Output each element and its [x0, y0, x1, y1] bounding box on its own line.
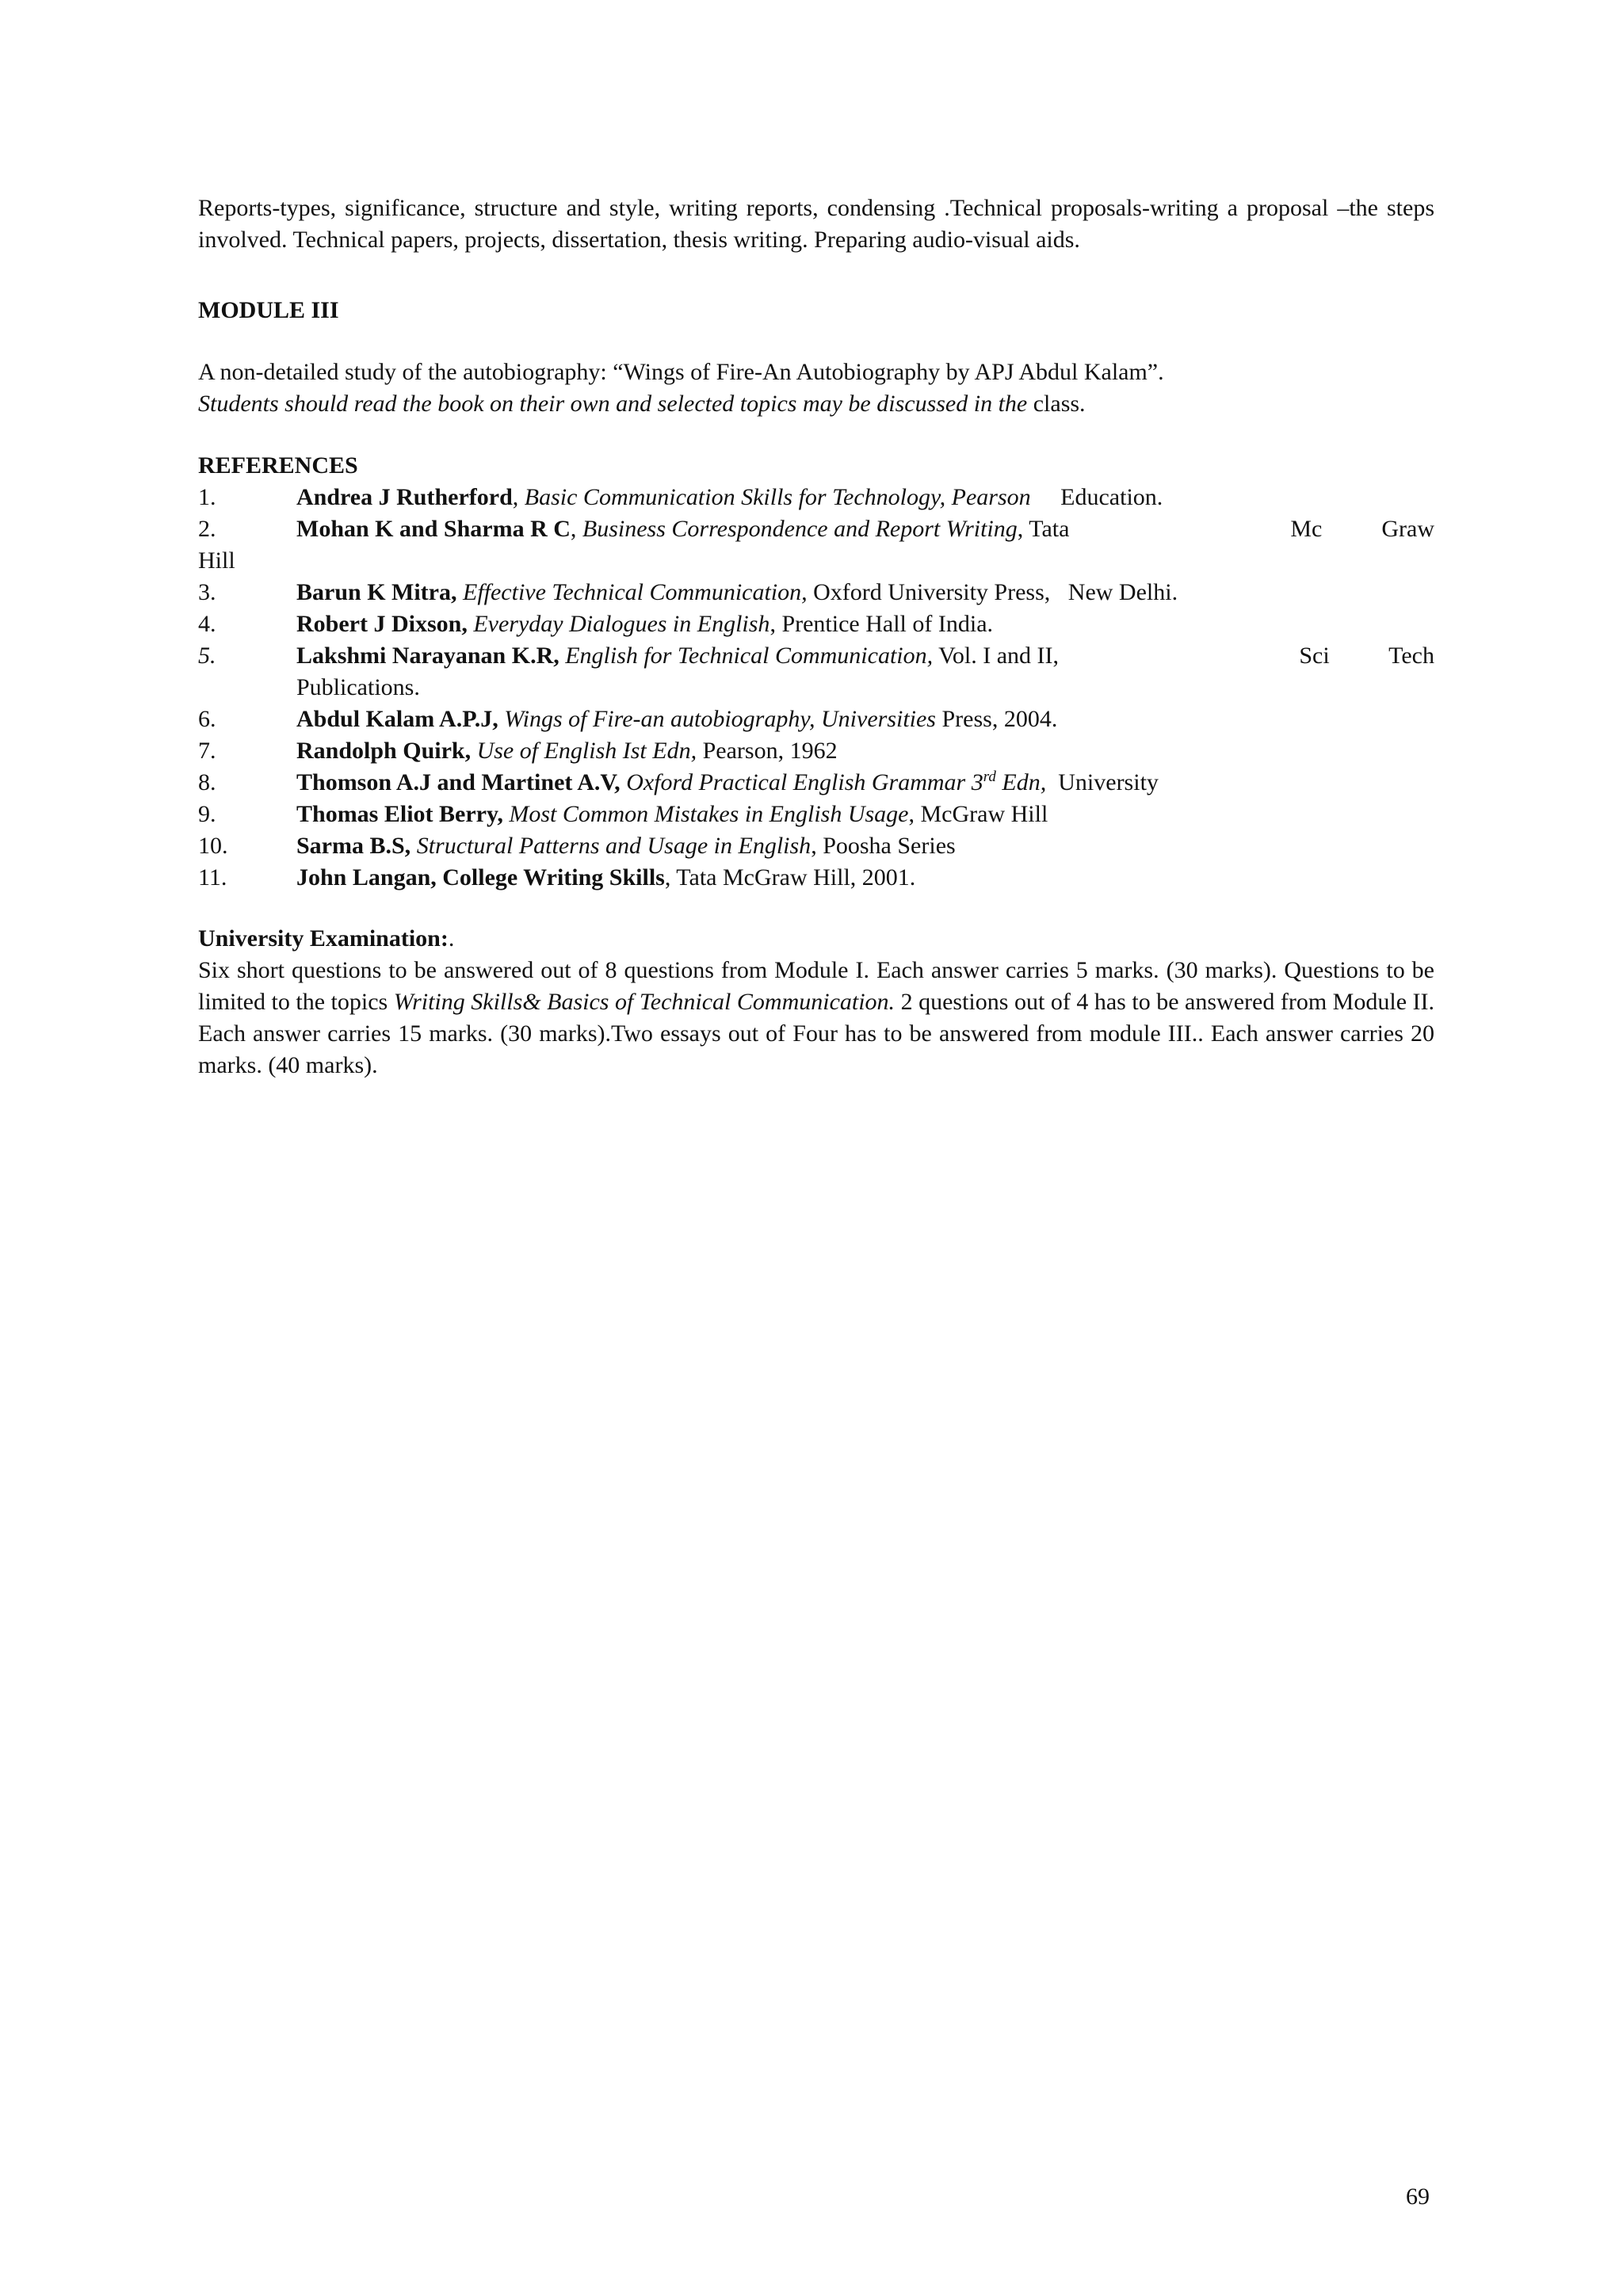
reference-author: Abdul Kalam A.P.J, [296, 706, 498, 732]
reference-item [198, 513, 1434, 545]
page-number: 69 [1406, 2183, 1430, 2210]
reference-title: Basic Communication Skills for Technology, Pearson [524, 484, 1031, 510]
intro-paragraph: Reports-types, significance, structure and style, writing reports, condensing .Technical proposals-writing a proposal –the steps involved. Technical papers, projects, dissertation, thesis writing. Preparing audio-visual aids. [198, 195, 1434, 253]
reference-item [198, 862, 1434, 894]
reference-title: Business Correspondence and Report Writing [582, 516, 1018, 542]
reference-continuation: Publications. [296, 674, 420, 700]
reference-item [198, 482, 1434, 513]
exam-heading: University Examination: [198, 925, 449, 952]
reference-publisher: , Prentice Hall of India. [769, 611, 994, 637]
exam-heading-line [198, 923, 454, 955]
module-iii-note [198, 388, 1086, 420]
reference-title: Wings of Fire-an autobiography, Universities [504, 706, 936, 732]
reference-author: Sarma B.S, [296, 833, 411, 859]
reference-text [296, 482, 1163, 513]
reference-number: 7. [198, 738, 216, 764]
reference-author: Barun K Mitra, [296, 579, 457, 605]
reference-separator [411, 833, 417, 859]
reference-text [296, 735, 838, 767]
reference-separator [471, 738, 477, 764]
reference-text [296, 704, 1057, 735]
reference-number: 4. [198, 611, 216, 637]
reference-title-end: Edn, [995, 769, 1047, 795]
reference-number: 10. [198, 833, 228, 859]
module-iii-heading: MODULE III [198, 297, 339, 323]
reference-publisher: Education. [1030, 484, 1163, 510]
reference-item [198, 735, 1434, 767]
reference-text [296, 577, 1178, 608]
reference-publisher: , McGraw Hill [908, 801, 1048, 827]
reference-author: Thomas Eliot Berry, [296, 801, 503, 827]
reference-item [198, 640, 1434, 672]
reference-item [198, 704, 1434, 735]
reference-publisher: Vol. I and II, [933, 643, 1060, 669]
exam-topics: Writing Skills& Basics of Technical Communication. [393, 989, 896, 1015]
reference-author: Lakshmi Narayanan K.R, [296, 643, 559, 669]
reference-publisher: , Tata [1017, 516, 1070, 542]
reference-title: Structural Patterns and Usage in English [416, 833, 812, 859]
reference-item [198, 767, 1434, 799]
reference-number: 6. [198, 706, 216, 732]
reference-title: Use of English Ist Edn, [476, 738, 697, 764]
module-iii-note-italic: Students should read the book on their own and selected topics may be discussed in the [198, 391, 1028, 417]
reference-text [296, 830, 956, 862]
reference-item [198, 608, 1434, 640]
reference-item [198, 830, 1434, 862]
reference-separator: , [570, 516, 582, 542]
reference-number: 8. [198, 769, 216, 795]
reference-number: 11. [198, 864, 227, 891]
reference-separator [457, 579, 464, 605]
exam-paragraph [198, 955, 1434, 1081]
reference-title: Oxford Practical English Grammar 3 [626, 769, 983, 795]
reference-publisher: Pearson, 1962 [697, 738, 838, 764]
reference-publisher: , Tata McGraw Hill, 2001. [664, 864, 916, 891]
reference-author: Mohan K and Sharma R C [296, 516, 571, 542]
reference-author: Andrea J Rutherford [296, 484, 513, 510]
reference-text [296, 799, 1048, 830]
exam-text-part2: 2 questions out of 4 has to be answered from Module II. Each answer carries 15 marks. (30 marks).Two essays out of Four has to be answered from module III.. Each answer carries 20 marks. (40 marks). [198, 989, 1435, 1078]
module-iii-description: A non-detailed study of the autobiography: “Wings of Fire-An Autobiography by APJ Abdul Kalam”. [198, 359, 1164, 385]
reference-publisher: University [1046, 769, 1159, 795]
reference-author: John Langan, College Writing Skills [296, 864, 665, 891]
reference-item [198, 577, 1434, 608]
reference-number: 2. [198, 516, 216, 542]
reference-author: Robert J Dixson, [296, 611, 468, 637]
reference-number: 1. [198, 484, 216, 510]
reference-publisher: Oxford University Press, New Delhi. [807, 579, 1178, 605]
module-iii-note-end: class. [1027, 391, 1086, 417]
reference-author: Randolph Quirk, [296, 738, 472, 764]
reference-publisher: Press, 2004. [935, 706, 1058, 732]
reference-publisher-justified: Mc Graw [1290, 516, 1434, 542]
references-heading: REFERENCES [198, 452, 358, 479]
reference-publisher: , Poosha Series [811, 833, 956, 859]
reference-text [296, 767, 1159, 799]
reference-item [198, 799, 1434, 830]
reference-author: Thomson A.J and Martinet A.V, [296, 769, 621, 795]
reference-number: 5. [198, 643, 216, 669]
reference-superscript: rd [983, 769, 996, 785]
reference-separator: , [512, 484, 525, 510]
reference-text [296, 513, 1069, 545]
reference-number: 9. [198, 801, 216, 827]
reference-title: Everyday Dialogues in English [473, 611, 770, 637]
reference-number: 3. [198, 579, 216, 605]
reference-continuation: Hill [198, 547, 235, 574]
exam-text-part1: Six short questions to be answered out of 8 questions from Module I. Each answer carries 5 marks. (30 marks). Questions to be limited to the topics [198, 957, 1434, 1015]
exam-heading-tail: . [448, 925, 455, 952]
reference-title: Most Common Mistakes in English Usage [509, 801, 909, 827]
reference-title: Effective Technical Communication, [463, 579, 808, 605]
reference-text [296, 608, 993, 640]
reference-publisher-justified: Sci Tech [1299, 643, 1434, 669]
reference-text [296, 862, 915, 894]
reference-text [296, 640, 1059, 672]
reference-title: English for Technical Communication, [565, 643, 934, 669]
